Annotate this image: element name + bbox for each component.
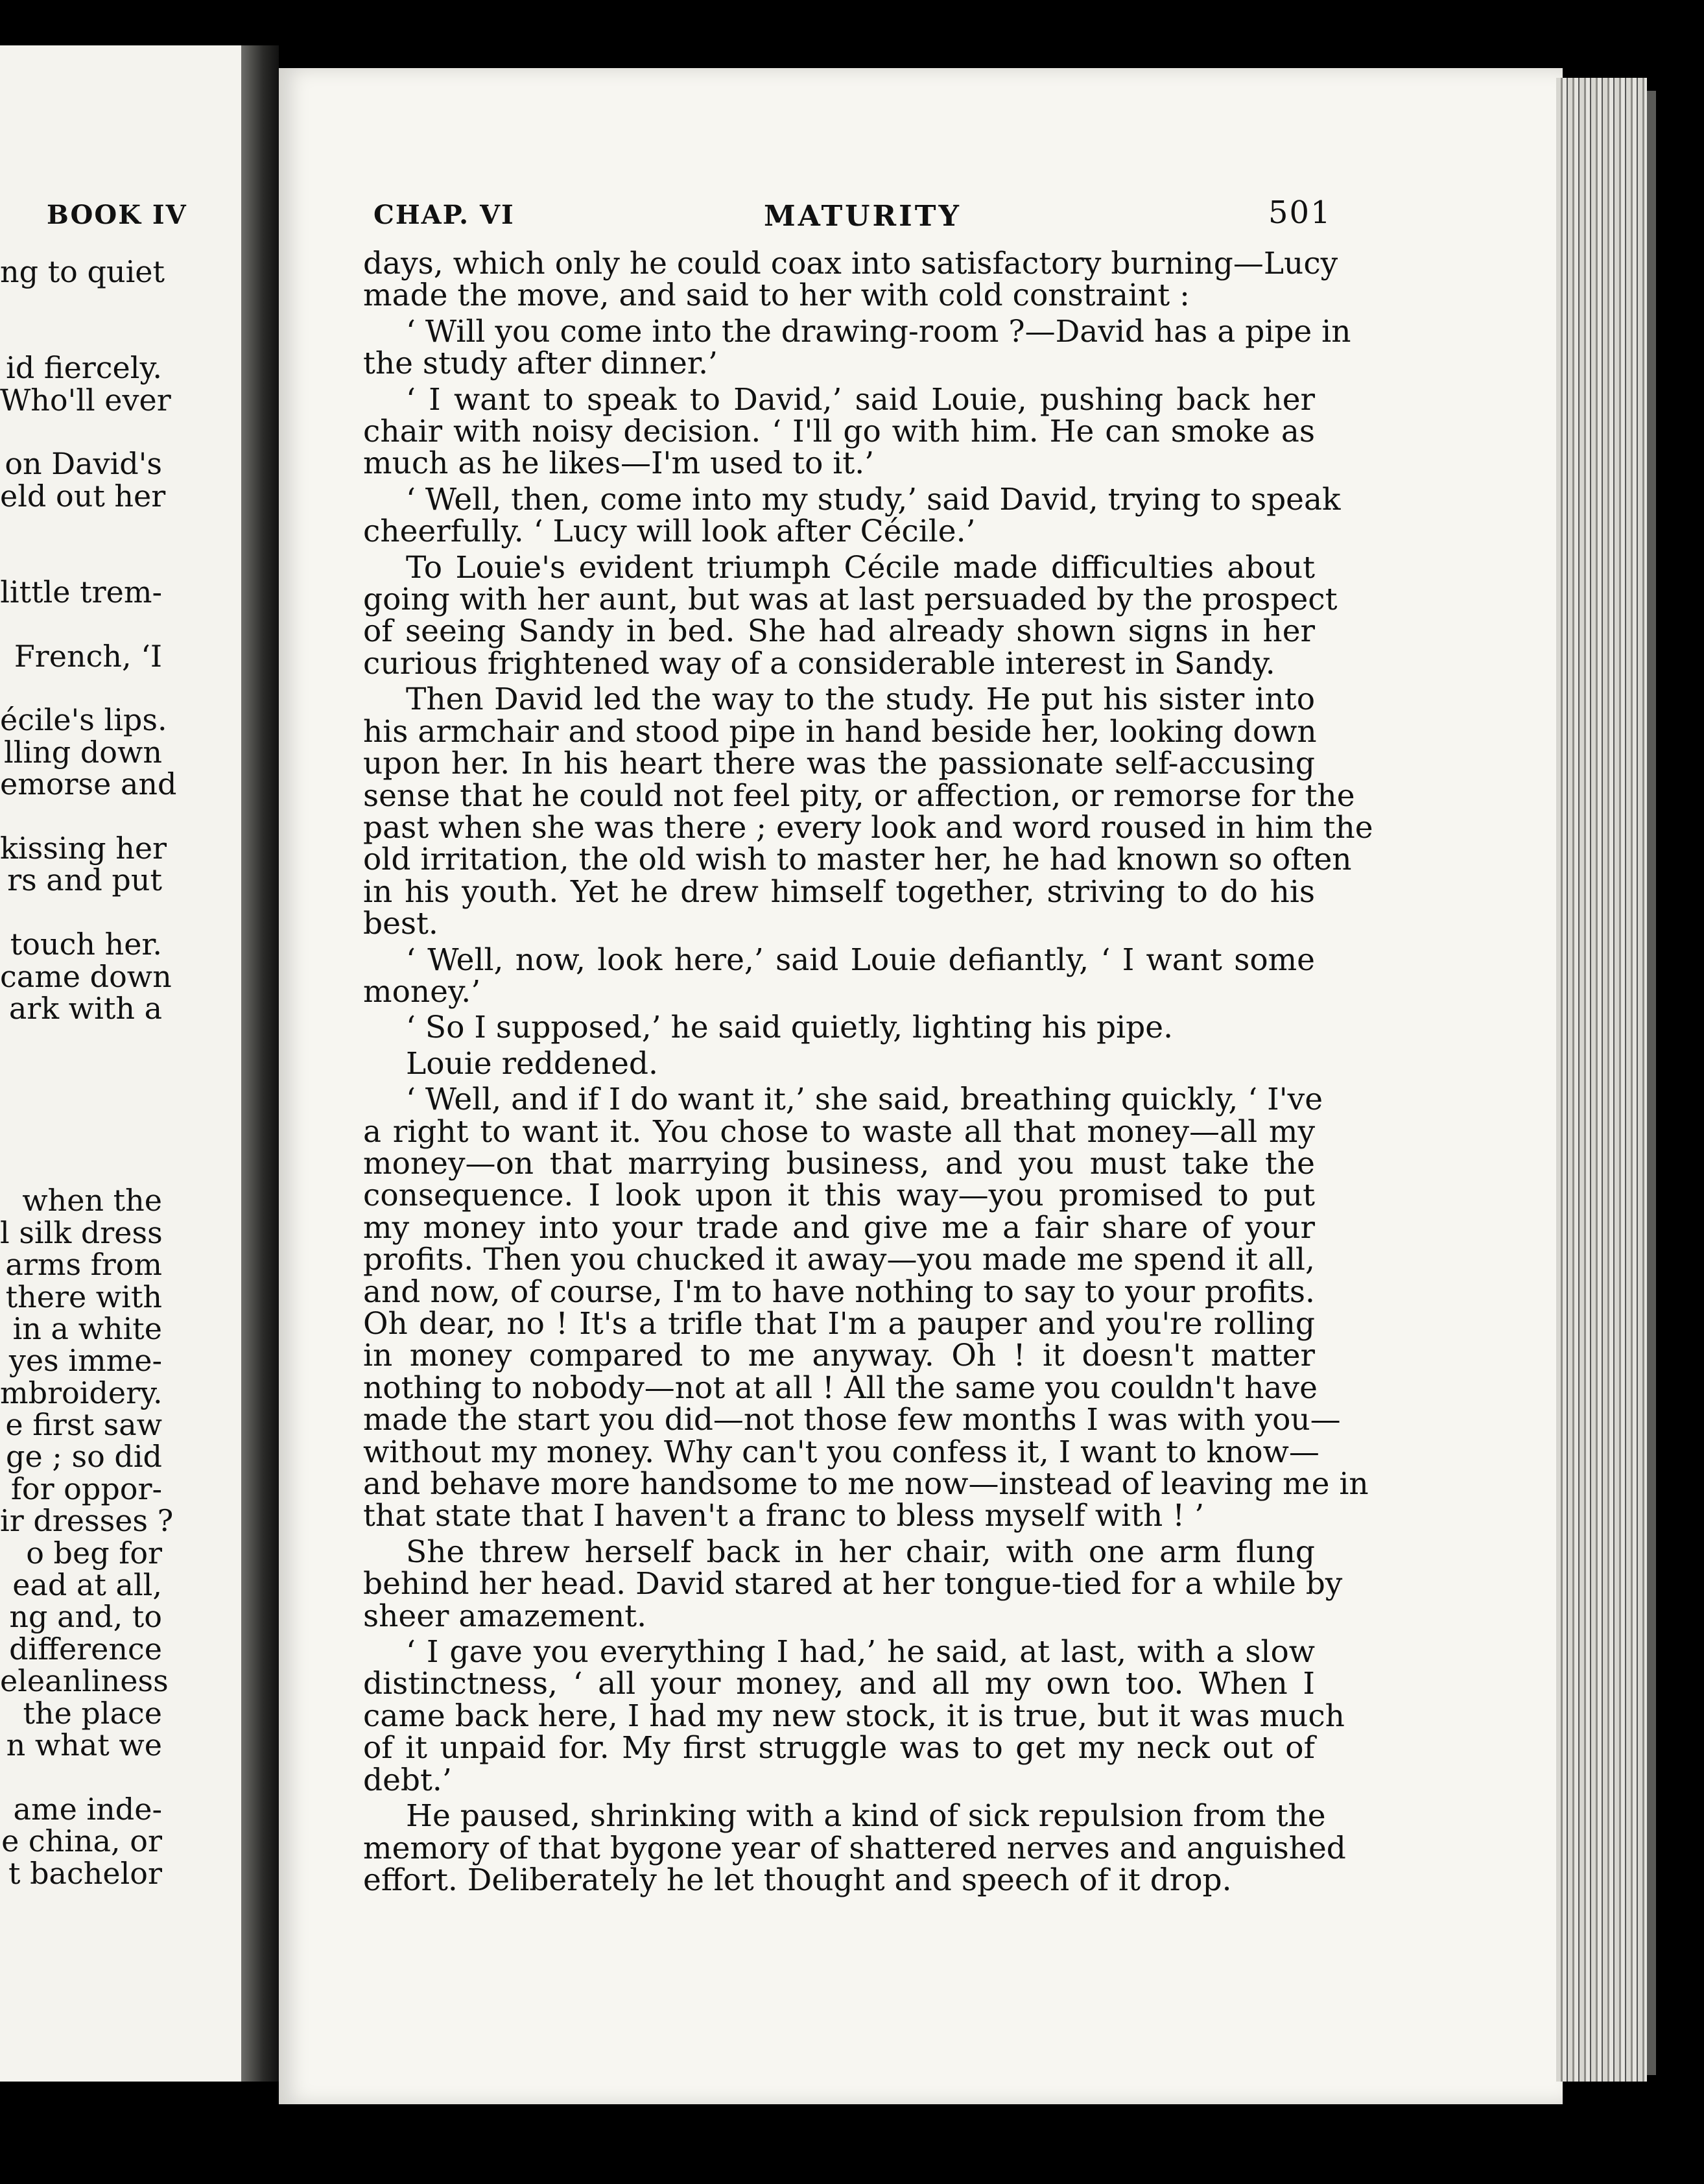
text-line: ‘ I want to speak to David,’ said Louie, pushing back her: [406, 381, 1315, 418]
chapter-label: CHAP. VI: [373, 200, 515, 230]
paragraph: [363, 313, 1351, 382]
page-number: 501: [1268, 195, 1332, 231]
left-page-line: [0, 672, 162, 704]
left-page-line: the place: [23, 1695, 162, 1731]
left-page-line: ir dresses ?: [0, 1503, 174, 1539]
text-line: behind her head. David stared at her tongue-tied for a while by: [363, 1566, 1343, 1602]
left-page-line: ark with a: [8, 990, 162, 1026]
left-page-line: eleanliness: [0, 1663, 169, 1699]
left-page-line: touch her.: [10, 927, 162, 962]
left-page-line: [0, 545, 162, 576]
left-page-line: emorse and: [0, 766, 177, 802]
left-page-line: came down: [0, 958, 172, 994]
left-page-line: [0, 1089, 162, 1121]
text-line: made the move, and said to her with cold constraint :: [363, 278, 1190, 314]
text-line: in money compared to me anyway. Oh ! it doesn't matter: [363, 1338, 1315, 1374]
left-page-line: [0, 320, 162, 352]
left-page-line: arms from: [5, 1247, 162, 1283]
left-page-line: kissing her: [0, 831, 167, 866]
text-line: ‘ I gave you everything I had,’ he said, at last, with a slow: [406, 1634, 1315, 1670]
left-page-line: [0, 1153, 162, 1185]
text-line: the study after dinner.’: [363, 346, 718, 382]
text-line: old irritation, the old wish to master her, he had known so often: [363, 842, 1352, 878]
text-line: of seeing Sandy in bed. She had already shown signs in her: [363, 613, 1315, 650]
text-line: upon her. In his heart there was the passionate self-accusing: [363, 746, 1315, 782]
left-page-line: [0, 288, 162, 320]
text-line: a right to want it. You chose to waste all that money—all my: [363, 1113, 1315, 1150]
paragraph: [363, 381, 1315, 482]
text-line: ‘ Well, and if I do want it,’ she said, breathing quickly, ‘ I've: [406, 1082, 1323, 1118]
text-line: effort. Deliberately he let thought and speech of it drop.: [363, 1862, 1232, 1898]
text-line: He paused, shrinking with a kind of sick repulsion from the: [406, 1798, 1326, 1834]
text-line: best.: [363, 906, 438, 942]
paragraph: [363, 481, 1341, 550]
text-line: She threw herself back in her chair, with one arm flung: [406, 1534, 1315, 1570]
left-page-line: [0, 897, 162, 929]
text-line: and behave more handsome to me now—instead of leaving me in: [363, 1466, 1369, 1502]
book-gutter: [241, 45, 279, 2082]
left-page-line: e china, or: [1, 1823, 162, 1859]
left-page-line: when the: [22, 1183, 162, 1218]
left-page-line: [0, 1121, 162, 1153]
text-line: cheerfully. ‘ Lucy will look after Cécile.’: [363, 514, 976, 550]
left-page-line: ame inde-: [13, 1791, 162, 1827]
text-line: money—on that marrying business, and you must take the: [363, 1145, 1315, 1181]
text-line: Louie reddened.: [406, 1045, 658, 1082]
text-line: in his youth. Yet he drew himself together, striving to do his: [363, 873, 1315, 910]
left-page-line: little trem-: [0, 574, 162, 610]
left-page-line: eld out her: [0, 478, 166, 514]
text-line: ‘ Well, then, come into my study,’ said David, trying to speak: [406, 481, 1341, 517]
left-page-line: [0, 1057, 162, 1089]
text-line: going with her aunt, but was at last persuaded by the prospect: [363, 582, 1338, 618]
text-line: his armchair and stood pipe in hand beside her, looking down: [363, 713, 1317, 750]
left-page-line: [0, 512, 162, 544]
text-line: and now, of course, I'm to have nothing to say to your profits.: [363, 1274, 1315, 1310]
text-line: consequence. I look upon it this way—you promised to put: [363, 1178, 1315, 1214]
text-line: much as he likes—I'm used to it.’: [363, 445, 875, 482]
text-line: memory of that bygone year of shattered nerves and anguished: [363, 1830, 1346, 1866]
text-line: chair with noisy decision. ‘ I'll go with him. He can smoke as: [363, 414, 1315, 450]
left-page-line: yes imme-: [8, 1343, 162, 1379]
text-line: my money into your trade and give me a fair share of your: [363, 1209, 1315, 1246]
text-line: of it unpaid for. My first struggle was to get my neck out of: [363, 1730, 1315, 1766]
left-page-line: [0, 416, 162, 448]
text-line: ‘ Will you come into the drawing-room ?—David has a pipe in: [406, 313, 1351, 350]
left-page-line: lling down: [4, 734, 162, 770]
text-line: sheer amazement.: [363, 1598, 647, 1634]
text-line: money.’: [363, 973, 481, 1010]
text-line: Then David led the way to the study. He put his sister into: [406, 682, 1315, 718]
left-page-text: [0, 254, 177, 1891]
text-line: days, which only he could coax into satisfactory burning—Lucy: [363, 246, 1338, 281]
left-page-line: l silk dress: [0, 1215, 163, 1250]
left-page-line: o beg for: [26, 1535, 162, 1571]
left-page-line: rs and put: [7, 862, 162, 898]
left-page-line: [0, 1761, 162, 1793]
paragraph: [363, 1798, 1346, 1898]
page-edges-shade: [1647, 91, 1656, 2075]
left-page-line: difference: [9, 1631, 162, 1667]
paragraph: [363, 1634, 1345, 1798]
left-page-line: e first saw: [5, 1407, 162, 1443]
paragraph: [363, 549, 1338, 682]
left-page-line: [0, 608, 162, 640]
left-running-head: BOOK IV: [47, 200, 187, 230]
paragraph: [363, 682, 1373, 942]
paragraph: [363, 944, 1315, 1008]
left-page-line: there with: [5, 1279, 162, 1314]
page-edges: [1556, 78, 1647, 2082]
left-page-line: ng and, to: [9, 1599, 162, 1635]
page-title: MATURITY: [764, 200, 962, 233]
left-page-line: écile's lips.: [0, 702, 167, 738]
left-page-line: for oppor-: [10, 1471, 162, 1506]
left-page-line: ge ; so did: [6, 1439, 162, 1475]
left-page-line: on David's: [5, 446, 162, 482]
left-page-line: French, ‘I: [14, 638, 162, 674]
paragraph: [363, 246, 1338, 314]
left-page-line: [0, 801, 162, 833]
paragraph: [363, 1010, 1315, 1046]
paragraph: [363, 1045, 1315, 1082]
left-page-line: t bachelor: [8, 1855, 162, 1891]
text-line: profits. Then you chucked it away—you made me spend it all,: [363, 1242, 1315, 1278]
paragraph: [363, 1534, 1343, 1634]
text-line: distinctness, ‘ all your money, and all my own too. When I: [363, 1666, 1315, 1702]
left-page-line: [0, 1025, 162, 1056]
left-page-line: ead at all,: [12, 1567, 162, 1603]
left-page-line: id fiercely.: [6, 350, 162, 386]
left-page-line: Who'll ever: [0, 382, 171, 418]
text-line: debt.’: [363, 1762, 452, 1798]
text-line: ‘ So I supposed,’ he said quietly, lighting his pipe.: [406, 1010, 1174, 1046]
text-line: without my money. Why can't you confess it, I want to know—: [363, 1434, 1319, 1470]
left-page-line: mbroidery.: [0, 1375, 163, 1410]
text-line: that state that I haven't a franc to bless myself with ! ’: [363, 1498, 1205, 1534]
text-line: made the start you did—not those few months I was with you—: [363, 1402, 1341, 1438]
left-page-line: n what we: [6, 1727, 162, 1763]
paragraph: [363, 1082, 1369, 1534]
text-line: past when she was there ; every look and word roused in him the: [363, 809, 1373, 846]
text-line: Oh dear, no ! It's a trifle that I'm a pauper and you're rolling: [363, 1306, 1315, 1342]
text-line: nothing to nobody—not at all ! All the same you couldn't have: [363, 1370, 1318, 1406]
left-page-line: ng to quiet: [0, 254, 165, 289]
text-line: sense that he could not feel pity, or affection, or remorse for the: [363, 777, 1355, 814]
text-line: curious frightened way of a considerable interest in Sandy.: [363, 645, 1275, 682]
left-page-line: in a white: [12, 1311, 162, 1346]
text-line: ‘ Well, now, look here,’ said Louie defiantly, ‘ I want some: [406, 942, 1315, 978]
text-line: To Louie's evident triumph Cécile made difficulties about: [406, 549, 1315, 586]
text-line: came back here, I had my new stock, it is true, but it was much: [363, 1698, 1345, 1734]
body-text: [363, 246, 1373, 1900]
